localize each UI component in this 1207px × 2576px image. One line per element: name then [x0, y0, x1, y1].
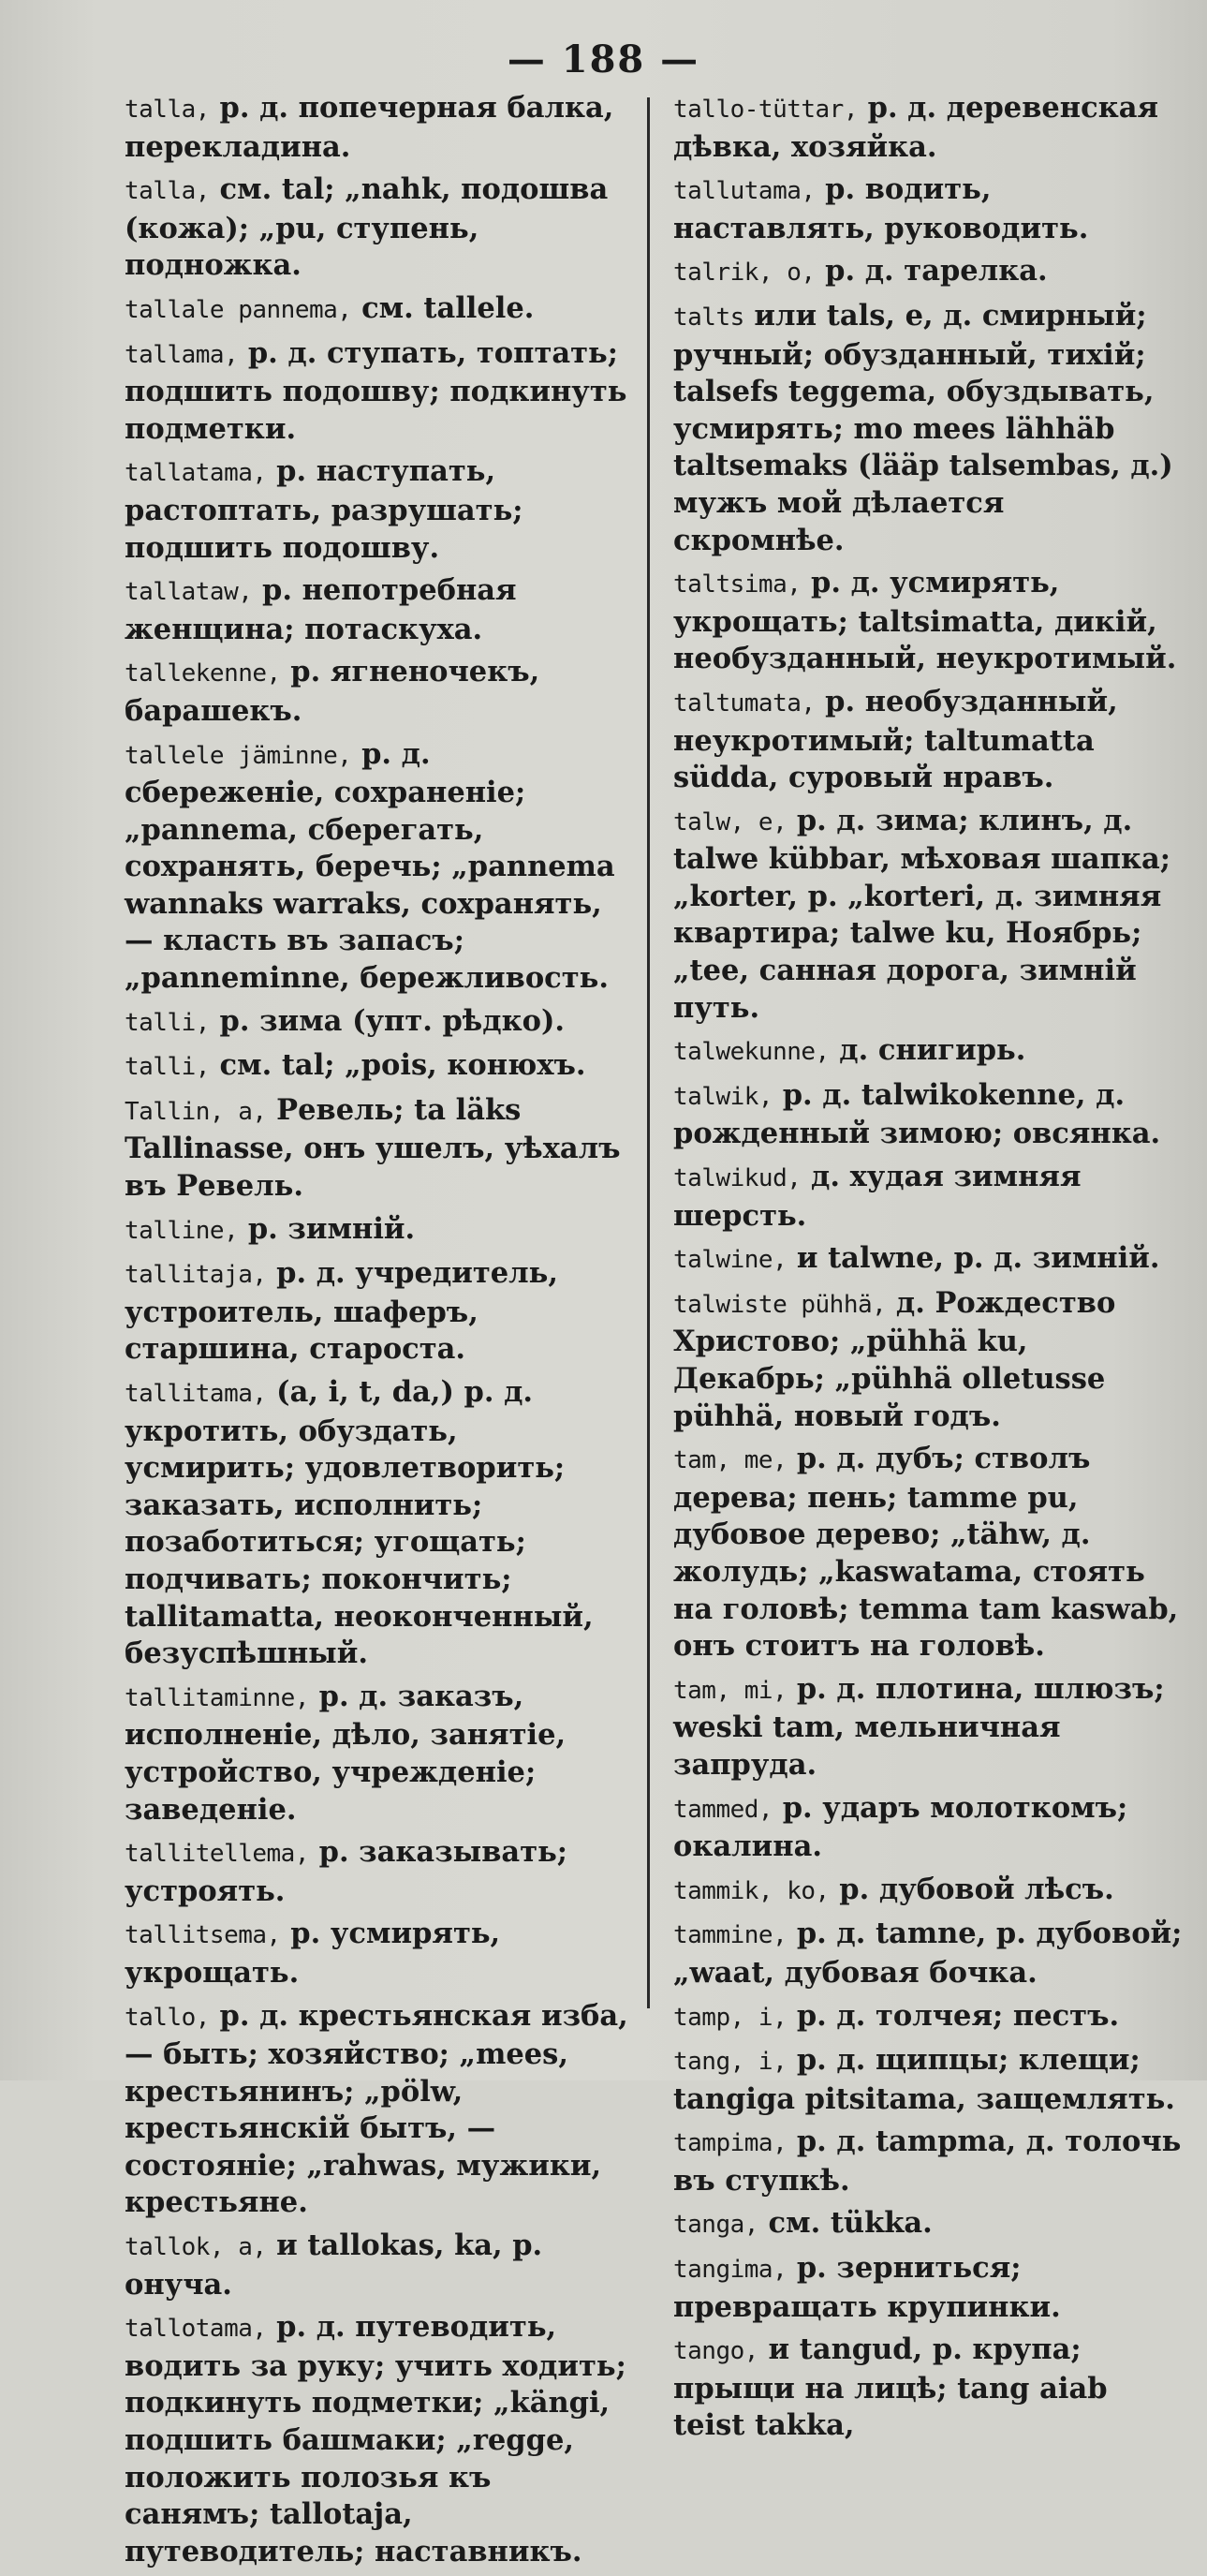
dictionary-entry — [673, 1441, 1184, 1666]
headword: tallitaminne, — [125, 1683, 309, 1712]
dictionary-entry — [125, 1374, 630, 1673]
definition: р. д. путеводить, водить за руку; учить ходить; подкинуть подметки; „kängi, подшить башмаки; „regge, положить полозья къ санямъ; tallotaja, путеводитель; наставникъ. — [125, 2310, 626, 2569]
headword: talwekunne, — [673, 1038, 830, 1067]
definition: р. д. плотина, шлюзъ; weski tam, мельничная запруда. — [673, 1671, 1165, 1782]
definition: и talwne, р. д. зимній. — [787, 1241, 1160, 1276]
definition: р. д. ступать, топтать; подшить подошву; подкинуть подметки. — [125, 335, 627, 446]
headword: tallitama, — [125, 1380, 267, 1408]
dictionary-entry — [673, 298, 1184, 559]
definition: р. зима (упт. рѣдко). — [209, 1003, 565, 1038]
left-column — [125, 90, 630, 2576]
definition: (a, i, t, da,) р. д. укротить, обуздать, усмирить; удовлетворить; заказать, исполнить; позаботиться; угощать; подчивать; покончить; tallitamatta, неоконченный, безуспѣшный. — [125, 1375, 594, 1671]
headword: talrik, o, — [673, 259, 816, 288]
definition: р. д. щипцы; клещи; tangiga pitsitama, защемлять. — [673, 2043, 1175, 2116]
headword: tallok, a, — [125, 2233, 267, 2262]
headword: tallo, — [125, 2003, 210, 2032]
headword: talline, — [125, 1216, 239, 1245]
dictionary-entry — [125, 736, 630, 998]
headword: talwiste pühhä, — [673, 1290, 887, 1319]
headword: talwik, — [673, 1082, 773, 1111]
dictionary-entry — [125, 1916, 630, 1991]
headword: tallo-tüttar, — [673, 96, 858, 124]
dictionary-entry — [673, 1285, 1184, 1435]
page-number: — 188 — — [507, 37, 700, 81]
headword: tallitaja, — [125, 1261, 267, 1290]
definition: р. д. tamne, р. дубовой; „waat, дубовая бочка. — [673, 1917, 1183, 1990]
headword: tallama, — [125, 340, 239, 369]
definition: р. д. tampma, д. толочь въ ступкѣ. — [673, 2124, 1182, 2198]
definition: р. ударъ молоткомъ; окалина. — [673, 1790, 1128, 1864]
dictionary-entry — [125, 1998, 630, 2223]
dictionary-entry — [673, 1872, 1184, 1911]
headword: taltsima, — [673, 570, 802, 600]
dictionary-entry — [673, 1916, 1184, 1991]
definition: р. д. зима; клинъ, д. talwe kübbar, мѣховая шапка; „korter, р. „korteri, д. зимняя квартира; talwe ku, Ноябрь; „tee, санная дорога, зимній путь. — [673, 803, 1171, 1025]
headword: tango, — [673, 2337, 758, 2366]
headword: talla, — [125, 96, 210, 124]
dictionary-entry — [125, 2309, 630, 2570]
definition: р. непотребная женщина; потаскуха. — [125, 573, 517, 646]
headword: tammed, — [673, 1795, 773, 1824]
headword: talwikud, — [673, 1164, 802, 1193]
dictionary-entry — [673, 2124, 1184, 2199]
definition: р. д. деревенская дѣвка, хозяйка. — [673, 91, 1159, 164]
definition: см. tallele. — [351, 290, 535, 325]
definition: р. д. усмирять, укрощать; taltsimatta, дикій, необузданный, неукротимый. — [673, 566, 1177, 676]
definition: р. д. попечерная балка, перекладина. — [125, 91, 614, 164]
headword: tallataw, — [125, 578, 253, 607]
dictionary-entry — [125, 171, 630, 285]
right-column — [673, 90, 1184, 2450]
definition: р. д. учредитель, устроитель, шаферъ, старшина, староста. — [125, 1256, 558, 1367]
headword: taltumata, — [673, 688, 816, 718]
dictionary-entry — [125, 572, 630, 648]
headword: tang, i, — [673, 2048, 787, 2077]
definition: д. Рождество Христово; „pühhä ku, Декабрь; „pühhä olletusse pühhä, новый годъ. — [673, 1285, 1116, 1433]
dictionary-entry — [125, 2228, 630, 2303]
headword: talts — [673, 303, 744, 332]
headword: talli, — [125, 1008, 210, 1037]
definition: см. tal; „pois, конюхъ. — [209, 1048, 586, 1083]
definition: р. д. talwikokenne, д. рожденный зимою; овсянка. — [673, 1077, 1161, 1151]
dictionary-entry — [125, 1211, 630, 1251]
dictionary-entry — [673, 1790, 1184, 1866]
dictionary-entry — [673, 565, 1184, 678]
headword: talwine, — [673, 1246, 787, 1275]
definition: р. дубовой лѣсъ. — [829, 1872, 1114, 1906]
definition: р. д. заказъ, исполненіе, дѣло, занятіе, устройство, учрежденіе; заведеніе. — [125, 1679, 567, 1827]
headword: tallutama, — [673, 177, 816, 206]
headword: talw, e, — [673, 807, 787, 836]
dictionary-entry — [125, 1679, 630, 1828]
headword: tam, mi, — [673, 1676, 787, 1705]
dictionary-entry — [673, 1998, 1184, 2037]
dictionary-entry — [673, 1077, 1184, 1153]
definition: р. зерниться; превращать крупинки. — [673, 2251, 1061, 2324]
headword: tampima, — [673, 2129, 787, 2158]
definition: д. снигирь. — [829, 1033, 1026, 1068]
definition: р. д. толчея; пестъ. — [787, 1998, 1120, 2033]
definition: и tangud, р. крупа; прыщи на лицѣ; tang aiab teist takka, — [673, 2332, 1108, 2443]
definition: или tals, e, д. смирный; ручный; обузданный, тихій; talsefs teggema, обуздывать, усмирять; mo mees lähhäb taltsemaks (lääp talsembas, д.) мужъ мой дѣлается скромнѣе. — [673, 298, 1173, 557]
dictionary-entry — [673, 2332, 1184, 2445]
dictionary-entry — [125, 1003, 630, 1043]
dictionary-entry — [673, 1671, 1184, 1784]
headword: tamp, i, — [673, 2003, 787, 2032]
dictionary-entry — [125, 90, 630, 166]
headword: Tallin, a, — [125, 1097, 267, 1126]
definition: см. tükka. — [758, 2206, 933, 2241]
definition: р. д. дубъ; стволъ дерева; пень; tamme pu, дубовое дерево; „tähw, д. жолудь; „kaswatama, стоять на головѣ; temma tam kaswab, онъ стоитъ на головѣ. — [673, 1442, 1179, 1664]
dictionary-entry — [125, 654, 630, 730]
headword: tangima, — [673, 2256, 787, 2285]
headword: tammik, ko, — [673, 1876, 830, 1905]
dictionary-entry — [125, 453, 630, 567]
definition: р. д. сбереженіе, сохраненіе; „pannema, сберегать, сохранять, беречь; „pannema wannaks warraks, сохранять, — класть въ запасъ; „panneminne, бережливость. — [125, 736, 615, 996]
definition: см. tal; „nahk, подошва (кожа); „pu, ступень, подножка. — [125, 172, 609, 283]
dictionary-entry — [125, 1834, 630, 1910]
dictionary-entry — [673, 2250, 1184, 2326]
headword: tallele jäminne, — [125, 741, 352, 770]
headword: tanga, — [673, 2211, 758, 2240]
dictionary-entry — [673, 684, 1184, 797]
dictionary-entry — [125, 1047, 630, 1087]
dictionary-entry — [673, 1159, 1184, 1235]
definition: и tallokas, ka, р. онуча. — [125, 2228, 543, 2302]
headword: tallatama, — [125, 459, 267, 488]
definition: р. заказывать; устроять. — [125, 1835, 568, 1908]
headword: tallotama, — [125, 2315, 267, 2344]
definition: р. наступать, растоптать, разрушать; подшить подошву. — [125, 454, 523, 565]
definition: р. д. тарелка. — [815, 254, 1048, 289]
column-divider — [647, 97, 650, 2008]
definition: д. худая зимняя шерсть. — [673, 1160, 1082, 1233]
dictionary-entry — [673, 803, 1184, 1028]
definition: Ревель; ta läks Tallinasse, онъ ушелъ, уѣхалъ въ Ревель. — [125, 1092, 621, 1204]
dictionary-entry — [673, 171, 1184, 247]
dictionary-entry — [673, 1240, 1184, 1280]
headword: tallekenne, — [125, 659, 281, 688]
headword: tammine, — [673, 1921, 787, 1950]
dictionary-entry — [673, 90, 1184, 166]
definition: р. водить, наставлять, руководить. — [673, 172, 1089, 245]
headword: tallale pannema, — [125, 295, 352, 324]
dictionary-entry — [673, 1032, 1184, 1072]
dictionary-entry — [673, 253, 1184, 292]
dictionary-entry — [125, 1255, 630, 1369]
dictionary-entry — [125, 290, 630, 330]
headword: talla, — [125, 177, 210, 206]
definition: р. д. крестьянская изба, — быть; хозяйство; „mees, крестьянинъ; „pölw, крестьянскій бытъ, — состояніе; „rahwas, мужики, крестьяне. — [125, 1998, 628, 2220]
headword: talli, — [125, 1053, 210, 1082]
headword: tallitellema, — [125, 1840, 309, 1869]
definition: р. ягненочекъ, барашекъ. — [125, 655, 540, 728]
definition: р. необузданный, неукротимый; taltumatta süddа, суровый нравъ. — [673, 684, 1118, 795]
dictionary-entry — [125, 1092, 630, 1206]
definition: р. зимній. — [238, 1211, 416, 1246]
definition: р. усмирять, укрощать. — [125, 1917, 501, 1990]
dictionary-entry — [125, 335, 630, 449]
headword: tallitsema, — [125, 1921, 281, 1950]
dictionary-entry — [673, 2205, 1184, 2244]
headword: tam, me, — [673, 1446, 787, 1475]
